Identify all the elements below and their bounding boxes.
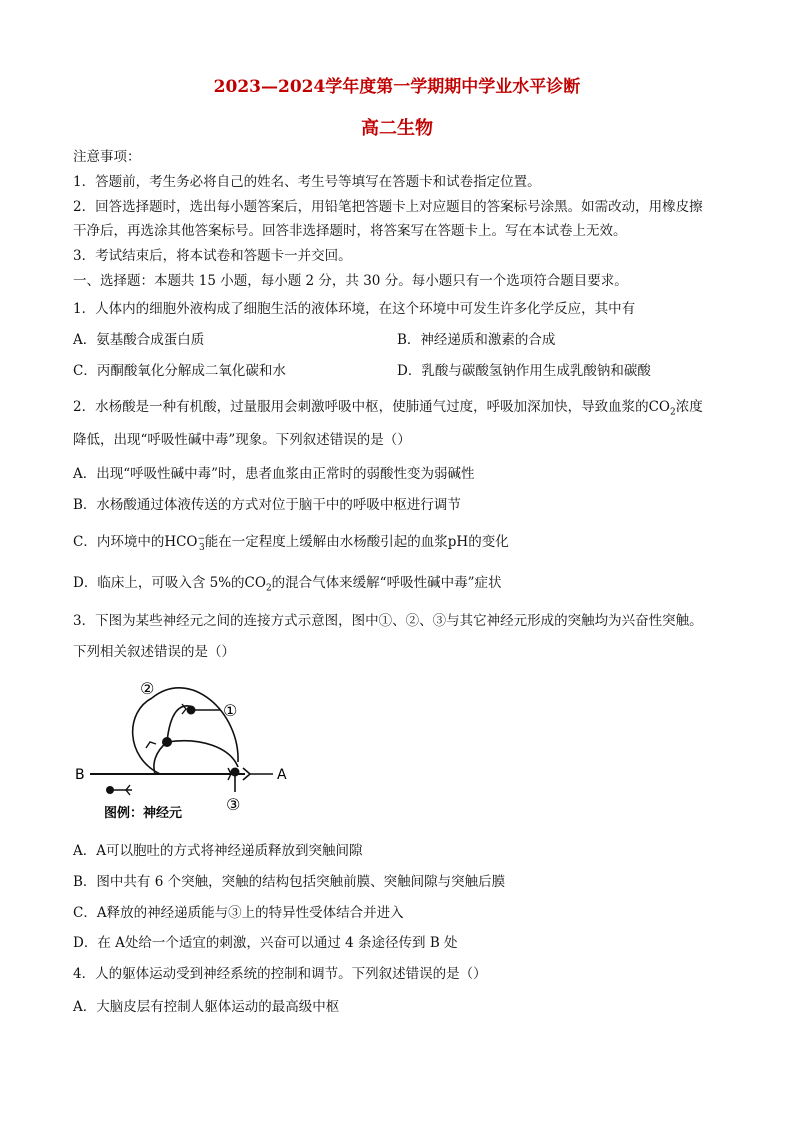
q3-option-b: B．图中共有 6 个突触，突触的结构包括突触前膜、突触间隙与突触后膜: [73, 874, 506, 890]
exam-title: 2023—2024学年度第一学期期中学业水平诊断: [213, 77, 581, 97]
notice-item-3: 3．考试结束后，将本试卷和答题卡一并交回。: [73, 248, 352, 264]
legend-label: 图例：神经元: [104, 806, 183, 821]
q1-option-d: D．乳酸与碳酸氢钠作用生成乳酸钠和碳酸: [397, 363, 651, 379]
q2-stem-line1: [73, 398, 703, 422]
q3-option-a: A．A可以胞吐的方式将神经递质释放到突触间隙: [73, 843, 363, 859]
q2-c-subscript: 3: [199, 543, 205, 553]
q2-stem-post: 浓度: [675, 399, 703, 415]
q2-c-pre: C．内环境中的HCO: [73, 534, 198, 550]
q3-option-c: C．A释放的神经递质能与③上的特异性受体结合并进入: [73, 905, 404, 921]
label-2: ②: [140, 679, 155, 698]
label-1: ①: [223, 701, 238, 720]
q2-c-superscript: −: [197, 534, 206, 544]
q2-co2-subscript: 2: [670, 407, 676, 418]
q2-c-post: 能在一定程度上缓解由水杨酸引起的血浆pH的变化: [204, 534, 509, 550]
q2-option-c: [73, 533, 509, 553]
q2-stem-pre: 2．水杨酸是一种有机酸，过量服用会刺激呼吸中枢，使肺通气过度，呼吸加深加快，导致血浆的CO: [73, 399, 670, 415]
neuron-2-loop: [133, 698, 160, 774]
q2-option-a: A．出现“呼吸性碱中毒”时，患者血浆由正常时的弱酸性变为弱碱性: [73, 466, 475, 482]
notice-item-1: 1．答题前，考生务必将自己的姓名、考生号等填写在答题卡和试卷指定位置。: [73, 174, 541, 190]
q4-stem: 4．人的躯体运动受到神经系统的控制和调节。下列叙述错误的是（）: [73, 966, 487, 982]
label-a: A: [277, 767, 287, 783]
notice-item-2-cont: 干净后，再选涂其他答案标号。回答非选择题时，将答案写在答题卡上。写在本试卷上无效。: [73, 223, 627, 239]
q3-stem-line2: 下列相关叙述错误的是（）: [73, 644, 235, 660]
neuron-3-body: [231, 768, 240, 777]
q2-stem-line2: 降低，出现“呼吸性碱中毒”现象。下列叙述错误的是（）: [73, 432, 411, 448]
notice-item-2: 2．回答选择题时，选出每小题答案后，用铅笔把答题卡上对应题目的答案标号涂黑。如需改动，用橡皮擦: [73, 199, 703, 215]
q2-option-b: B．水杨酸通过体液传送的方式对位于脑干中的呼吸中枢进行调节: [73, 497, 461, 513]
q1-option-c: C．丙酮酸氧化分解成二氧化碳和水: [73, 363, 286, 379]
q1-stem: 1．人体内的细胞外液构成了细胞生活的液体环境，在这个环境中可发生许多化学反应，其中有: [73, 301, 636, 317]
q4-option-a: A．大脑皮层有控制人躯体运动的最高级中枢: [73, 999, 340, 1015]
section-heading: 一、选择题：本题共 15 小题，每小题 2 分，共 30 分。每小题只有一个选项符合题目要求。: [73, 273, 628, 289]
q1-option-b: B．神经递质和激素的合成: [397, 332, 556, 348]
q2-d-pre: D．临床上，可吸入含 5%的CO: [73, 575, 266, 591]
label-b: B: [75, 767, 85, 783]
q3-option-d: D．在 A处给一个适宜的刺激，兴奋可以通过 4 条途径传到 B 处: [73, 935, 458, 951]
label-3: ③: [226, 795, 241, 814]
q2-option-d: [73, 574, 501, 598]
neuron-diagram: [70, 672, 310, 832]
exam-subtitle: 高二生物: [361, 118, 433, 139]
q2-d-post: 的混合气体来缓解“呼吸性碱中毒”症状: [271, 575, 502, 591]
q2-d-subscript: 2: [265, 583, 272, 594]
q1-option-a: A．氨基酸合成蛋白质: [73, 332, 205, 348]
q3-stem-line1: 3．下图为某些神经元之间的连接方式示意图，图中①、②、③与其它神经元形成的突触均为兴奋性突触。: [73, 613, 703, 629]
notice-heading: 注意事项：: [73, 149, 141, 165]
